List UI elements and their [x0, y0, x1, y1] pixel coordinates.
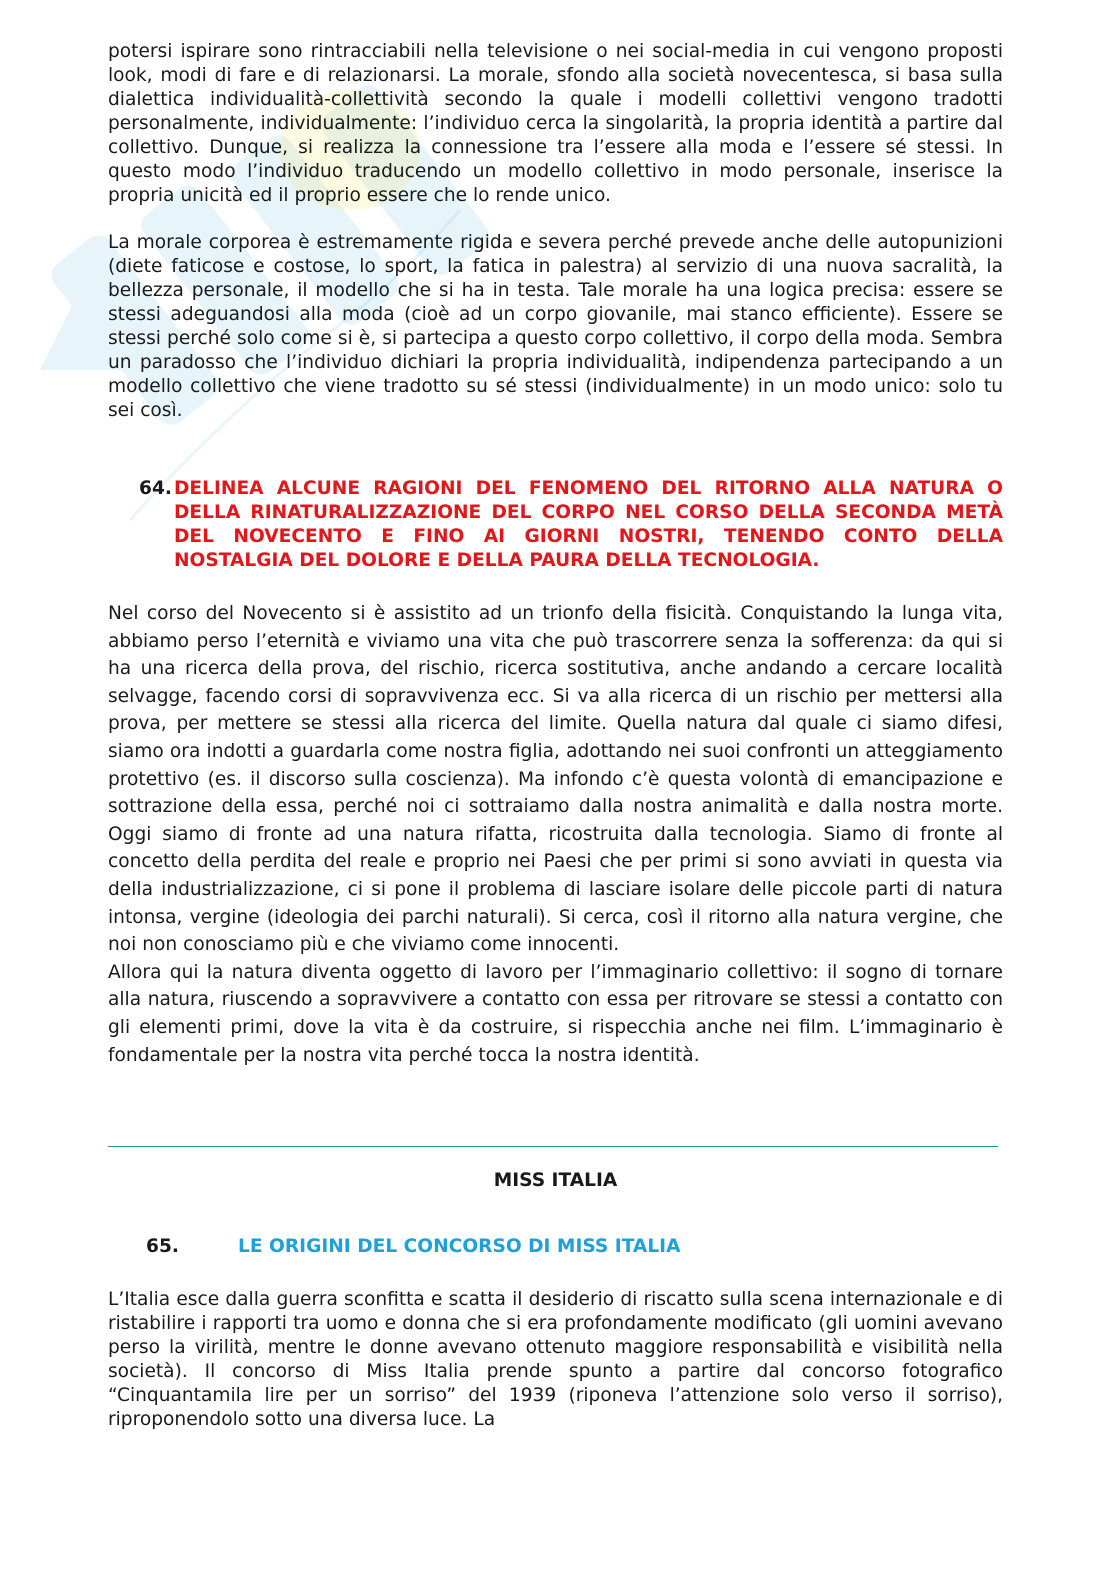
section-title: MISS ITALIA	[493, 1170, 618, 1192]
question-65-heading	[108, 1235, 1003, 1259]
question-64-answer: Nel corso del Novecento si è assistito ad un trionfo della fisicità. Conquistando la lunga vita, abbiamo perso l’eternità e viviamo una vita che può trascorrere senza la sofferenza: da qui si ha una ricerca della prova, del rischio, ricerca sostitutiva, anche andando a cercare località selvagge, facendo corsi di sopravvivenza ecc. Si va alla ricerca di un rischio per mettersi alla prova, per mettere se stessi alla ricerca del limite. Quella natura dal quale ci siamo difesi, siamo ora indotti a guardarla come nostra figlia, adottando nei suoi confronti un atteggiamento protettivo (es. il discorso sulla coscienza). Ma infondo c’è questa volontà di emancipazione e sottrazione della essa, perché noi ci sottraiamo dalla nostra animalità e dalla nostra morte. Oggi siamo di fronte ad una natura rifatta, ricostruita dalla tecnologia. Siamo di fronte al concetto della perdita del reale e proprio nei Paesi che per primi si sono avviati in questa via della industrializzazione, ci si pone il problema di lasciare isolare delle piccole parti di natura intonsa, vergine (ideologia dei parchi naturali). Si cerca, così il ritorno alla natura vergine, che noi non conosciamo più e che viviamo come innocenti.	[108, 603, 1003, 956]
document-page	[108, 40, 1003, 1432]
question-65-text: LE ORIGINI DEL CONCORSO DI MISS ITALIA	[238, 1236, 681, 1258]
question-65-number: 65.	[146, 1236, 179, 1258]
question-64-number: 64.	[139, 478, 172, 499]
question-64-answer-continued: Allora qui la natura diventa oggetto di lavoro per l’immaginario collettivo: il sogno di tornare alla natura, riuscendo a sopravvivere a contatto con essa per ritrovare se stessi a contatto con gli elementi primi, dove la vita è da costruire, si rispecchia anche nei film. L’immaginario è fondamentale per la nostra vita perché tocca la nostra identità.	[108, 961, 1003, 1066]
section-divider	[108, 1146, 998, 1147]
question-65-answer: L’Italia esce dalla guerra sconfitta e scatta il desiderio di riscatto sulla scena internazionale e di ristabilire i rapporti tra uomo e donna che si era profondamente modificato (gli uomini avevano perso la virilità, mentre le donne avevano ottenuto maggiore responsabilità e visibilità nella società). Il concorso di Miss Italia prende spunto a partire dal concorso fotografico “Cinquantamila lire per un sorriso” del 1939 (riponeva l’attenzione solo verso il sorriso), riproponendolo sotto una diversa luce. La	[108, 1289, 1003, 1431]
paragraph-intro: potersi ispirare sono rintracciabili nella televisione o nei social-media in cui vengono proposti look, modi di fare e di relazionarsi. La morale, sfondo alla società novecentesca, si basa sulla dialettica individualità-collettività secondo la quale i modelli collettivi vengono tradotti personalmente, individualmente: l’individuo cerca la singolarità, la propria identità a partire dal collettivo. Dunque, si realizza la connessione tra l’essere alla moda e l’essere sé stessi. In questo modo l’individuo traducendo un modello collettivo in modo personale, inserisce la propria unicità ed il proprio essere che lo rende unico.	[108, 41, 1003, 206]
question-64-heading	[108, 477, 1003, 573]
question-64-text: DELINEA ALCUNE RAGIONI DEL FENOMENO DEL RITORNO ALLA NATURA O DELLA RINATURALIZZAZIONE DEL CORPO NEL CORSO DELLA SECONDA METÀ DEL NOVECENTO E FINO AI GIORNI NOSTRI, TENENDO CONTO DELLA NOSTALGIA DEL DOLORE E DELLA PAURA DELLA TECNOLOGIA.	[174, 478, 1003, 571]
paragraph-body-morality: La morale corporea è estremamente rigida e severa perché prevede anche delle autopunizioni (diete faticose e costose, lo sport, la fatica in palestra) al servizio di una nuova sacralità, la bellezza personale, il modello che si ha in testa. Tale morale ha una logica precisa: essere se stessi adeguandosi alla moda (cioè ad un corpo giovanile, mai stanco efficiente). Essere se stessi perché solo come si è, si partecipa a questo corpo collettivo, il corpo della moda. Sembra un paradosso che l’individuo dichiari la propria individualità, indipendenza partecipando a un modello collettivo che viene tradotto su sé stessi (individualmente) in un modo unico: solo tu sei così.	[108, 232, 1003, 421]
